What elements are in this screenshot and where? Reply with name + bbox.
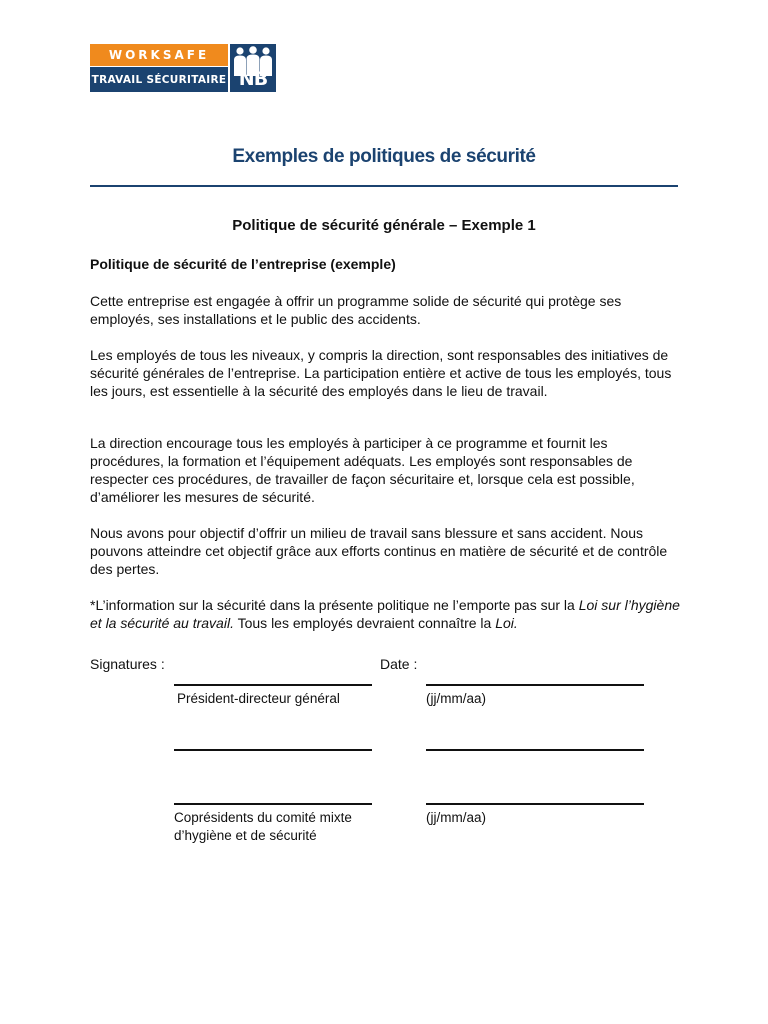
legal-note-part1: *L’information sur la sécurité dans la présente politique ne l’emporte pas sur la	[90, 597, 579, 613]
legal-note-act-short: Loi.	[495, 615, 518, 631]
legal-note	[90, 596, 682, 632]
paragraph-3: La direction encourage tous les employés à participer à ce programme et fournit les procédures, la formation et l’équipement adéquats. Les employés sont responsables de respecter ces procédures, de travailler de façon sécuritaire et, lorsque cela est possible, d’améliorer les mesures de sécurité.	[90, 435, 635, 505]
committee-date-line-1[interactable]	[426, 749, 644, 751]
date-label: Date :	[380, 656, 418, 672]
page-title: Exemples de politiques de sécurité	[232, 146, 536, 167]
president-caption: Président-directeur général	[177, 691, 340, 706]
committee-signature-line-1[interactable]	[174, 749, 372, 751]
worksafe-nb-logo	[90, 44, 276, 92]
paragraph-1: Cette entreprise est engagée à offrir un programme solide de sécurité qui protège ses employés, ses installations et le public des accidents.	[90, 293, 622, 327]
logo-worksafe-band: WORKSAFE	[90, 44, 228, 66]
committee-date-line-2[interactable]	[426, 803, 644, 805]
paragraph-2: Les employés de tous les niveaux, y compris la direction, sont responsables des initiatives de sécurité générales de l’entreprise. La participation entière et active de tous les employés, tous les jours, est essentielle à la sécurité des employés dans le lieu de travail.	[90, 347, 672, 399]
header-divider	[90, 185, 678, 187]
logo-nb-text: NB	[238, 68, 268, 90]
logo-people-mark	[230, 44, 276, 92]
signatures-label: Signatures :	[90, 656, 165, 672]
document-title: Politique de sécurité générale – Exemple 1	[232, 217, 536, 234]
committee-signature-line-2[interactable]	[174, 803, 372, 805]
legal-note-part3: Tous les employés devraient connaître la	[233, 615, 496, 631]
date-format-1: (jj/mm/aa)	[426, 691, 486, 706]
president-signature-line[interactable]	[174, 684, 372, 686]
date-format-2: (jj/mm/aa)	[426, 810, 486, 825]
committee-caption-line1: Coprésidents du comité mixte	[174, 810, 352, 825]
committee-caption-line2: d’hygiène et de sécurité	[174, 828, 317, 843]
legal-note-act-name: Loi sur l’hygiène et la sécurité au travail.	[90, 597, 680, 631]
president-date-line[interactable]	[426, 684, 644, 686]
paragraph-4: Nous avons pour objectif d’offrir un milieu de travail sans blessure et sans accident. Nous pouvons atteindre cet objectif grâce aux efforts continus en matière de sécurité et de contrôle des pertes.	[90, 525, 668, 577]
document-subtitle: Politique de sécurité de l’entreprise (exemple)	[90, 256, 396, 272]
logo-travail-band: TRAVAIL SÉCURITAIRE	[90, 67, 228, 92]
